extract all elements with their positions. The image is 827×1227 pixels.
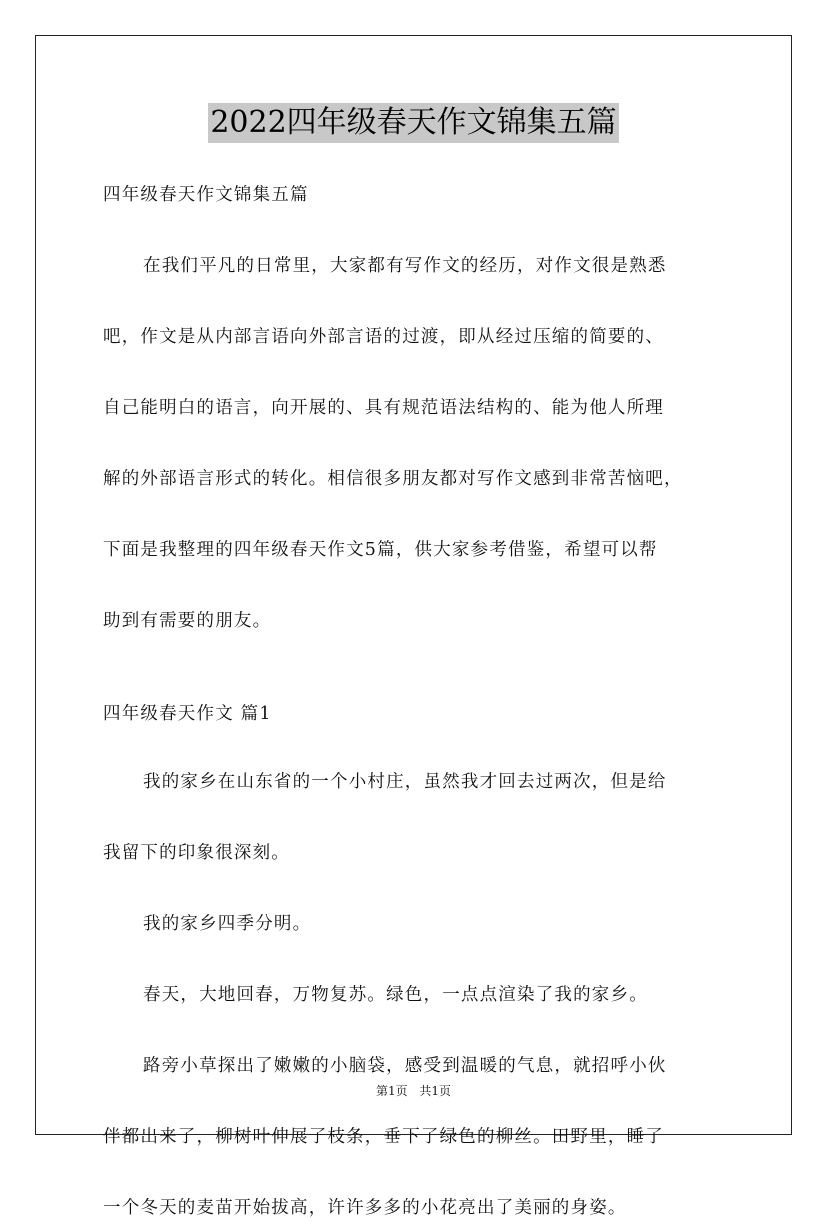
text-line: 我的家乡四季分明。: [143, 914, 312, 934]
page-count: 共1页: [419, 1084, 452, 1098]
text-line: 伴都出来了，柳树叶伸展了枝条，垂下了绿色的柳丝。田野里，睡了: [103, 1127, 664, 1147]
paragraph-2: [103, 905, 728, 943]
paragraph-3: [103, 976, 728, 1014]
section-heading: 四年级春天作文 篇1: [103, 704, 272, 724]
text-line: 下面是我整理的四年级春天作文5篇，供大家参考借鉴，希望可以帮: [103, 540, 658, 560]
paragraph-1: [103, 763, 728, 872]
intro-paragraph: [103, 247, 728, 640]
text-line: 春天，大地回春，万物复苏。绿色，一点点渲染了我的家乡。: [143, 985, 648, 1005]
text-line: 自己能明白的语言，向开展的、具有规范语法结构的、能为他人所理: [103, 398, 664, 418]
paragraph-4: [103, 1047, 728, 1227]
title-container: [0, 103, 827, 143]
text-line: 一个冬天的麦苗开始拔高，许许多多的小花亮出了美丽的身姿。: [103, 1198, 627, 1218]
text-line: 我留下的印象很深刻。: [103, 843, 290, 863]
document-body: [103, 176, 728, 1227]
text-line: 我的家乡在山东省的一个小村庄，虽然我才回去过两次，但是给: [143, 772, 667, 792]
text-line: 在我们平凡的日常里，大家都有写作文的经历，对作文很是熟悉: [143, 256, 667, 276]
text-line: 解的外部语言形式的转化。相信很多朋友都对写作文感到非常苦恼吧，: [103, 469, 683, 489]
text-line: 路旁小草探出了嫩嫩的小脑袋，感受到温暖的气息，就招呼小伙: [143, 1056, 667, 1076]
page-number: 第1页: [375, 1084, 408, 1098]
document-subtitle: 四年级春天作文锦集五篇: [103, 185, 309, 205]
text-line: 助到有需要的朋友。: [103, 611, 272, 631]
document-title: 2022四年级春天作文锦集五篇: [208, 103, 618, 143]
text-line: 吧，作文是从内部言语向外部言语的过渡，即从经过压缩的简要的、: [103, 327, 664, 347]
page-footer: [0, 1083, 827, 1099]
